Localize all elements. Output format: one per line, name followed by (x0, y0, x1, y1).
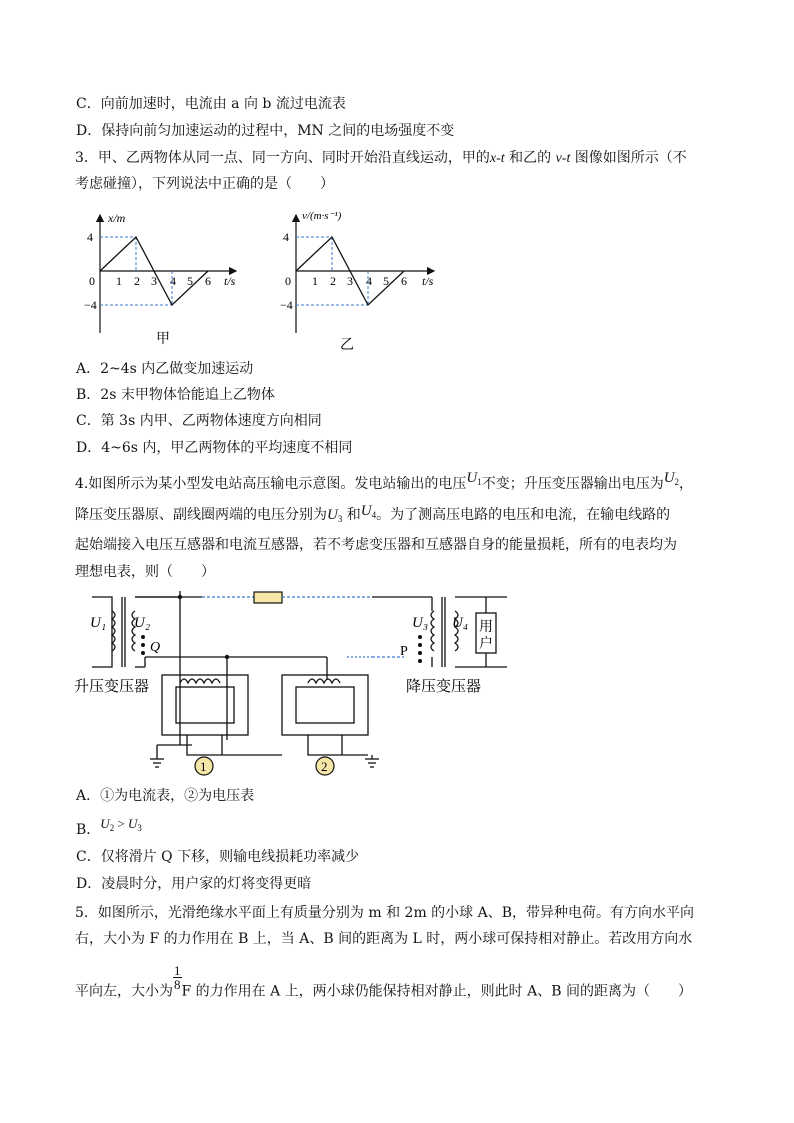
q3-option-b: B．2s 末甲物体恰能追上乙物体 (76, 387, 275, 403)
q4-option-b: B．$U_2 > U_3$ (76, 816, 142, 838)
q4-option-a: A．①为电流表，②为电压表 (76, 788, 255, 804)
q3-stem-line1: 3．甲、乙两物体从同一点、同一方向、同时开始沿直线运动，甲的x-t 和乙的 v-t 图像如图所示（不 (75, 150, 687, 166)
label-step-down: 降压变压器 (406, 679, 482, 695)
math-U4: $U_4$ (360, 503, 377, 520)
caption: 甲 (156, 332, 170, 347)
label-U4: U₄ (452, 615, 469, 631)
math-U2: $U_2$ (663, 470, 680, 487)
label-U3: U₃ (412, 615, 429, 631)
q3-stem-line2: 考虑碰撞），下列说法中正确的是（ ） (75, 176, 334, 192)
step-down-primary-coil (431, 611, 434, 651)
y-label: x/m (108, 211, 126, 225)
label-P: P (400, 644, 408, 659)
y-tick-4: 4 (283, 230, 289, 244)
user-label-2: 户 (479, 637, 493, 652)
x-tick-2: 2 (330, 274, 336, 288)
user-label-1: 用 (479, 620, 493, 635)
x-tick-5: 5 (383, 274, 389, 288)
q3-option-d: D．4~6s 内，甲乙两物体的平均速度不相同 (76, 440, 353, 456)
voltage-transformer-core (162, 675, 248, 735)
q5-stem-line2: 右，大小为 F 的力作用在 B 上，当 A、B 间的距离为 L 时，两小球可保持相对静止。若改用方向水 (75, 931, 693, 947)
x-tick-3: 3 (347, 274, 353, 288)
x-tick-1: 1 (116, 274, 122, 288)
q4-option-d: D．凌晨时分，用户家的灯将变得更暗 (76, 876, 312, 892)
q4-option-c: C．仅将滑片 Q 下移，则输电线损耗功率减少 (76, 849, 360, 865)
x-tick-2: 2 (134, 274, 140, 288)
q4-stem-line1: 4.如图所示为某小型发电站高压输电示意图。发电站输出的电压$U_1$不变；升压变压器输出电压为$U_2$， (75, 470, 694, 492)
x-tick-5: 5 (187, 274, 193, 288)
y-tick-neg4: −4 (280, 298, 293, 312)
circuit-diagram (72, 585, 522, 785)
q3-option-a: A．2~4s 内乙做变加速运动 (76, 361, 254, 377)
meter-1-label: 1 (200, 759, 207, 774)
x-tick-1: 1 (312, 274, 318, 288)
x-label: t/s (224, 274, 236, 288)
x-tick-3: 3 (151, 274, 157, 288)
q2-option-d: D．保持向前匀加速运动的过程中，MN 之间的电场强度不变 (76, 123, 455, 139)
y-tick-neg4: −4 (84, 298, 97, 312)
graph-yi (282, 205, 447, 355)
y-tick-4: 4 (87, 230, 93, 244)
q3-option-c: C．第 3s 内甲、乙两物体速度方向相同 (76, 413, 322, 429)
label-step-up: 升压变压器 (74, 679, 150, 695)
caption: 乙 (340, 338, 354, 353)
q4-stem-line2: 降压变压器原、副线圈两端的电压分别为$U_3$ 和$U_4$。为了测高压电路的电压和电流，在输电线路的 (75, 503, 671, 524)
math-U1: $U_1$ (466, 470, 482, 487)
q5-stem-line3: 平向左，大小为 $\frac{1}{8}$ F 的力作用在 A 上，两小球仍能保持相对静止，则此时 A、B 间的距离为（ ） (75, 963, 692, 1000)
graph-jia (86, 205, 246, 355)
x-tick-4: 4 (170, 274, 176, 288)
current-transformer-core (282, 675, 368, 735)
q2-option-c: C．向前加速时，电流由 a 向 b 流过电流表 (76, 96, 346, 112)
math-U3: $U_3$ (327, 507, 343, 524)
label-U1: U₁ (90, 615, 107, 631)
line-resistor (254, 592, 282, 603)
fraction-one-eighth: $\frac{1}{8}$ (174, 963, 181, 992)
y-tick-0: 0 (285, 274, 291, 288)
x-tick-4: 4 (366, 274, 372, 288)
label-U2: U₂ (134, 615, 151, 631)
q5-stem-line1: 5．如图所示，光滑绝缘水平面上有质量分别为 m 和 2m 的小球 A、B，带异种电荷。有方向水平向 (75, 905, 695, 921)
x-label: t/s (422, 274, 434, 288)
step-up-primary-wire (92, 597, 112, 667)
current-transformer-window (296, 687, 354, 723)
voltage-transformer-window (176, 687, 234, 723)
x-tick-6: 6 (205, 274, 211, 288)
y-label: v/(m·s⁻¹) (302, 210, 342, 222)
meter-2-label: 2 (321, 759, 328, 774)
label-Q: Q (150, 640, 161, 655)
y-tick-0: 0 (89, 274, 95, 288)
x-tick-6: 6 (401, 274, 407, 288)
q4-stem-line4: 理想电表，则（ ） (75, 564, 215, 580)
q4-stem-line3: 起始端接入电压互感器和电流互感器，若不考虑变压器和互感器自身的能量损耗，所有的电表均为 (75, 537, 677, 553)
